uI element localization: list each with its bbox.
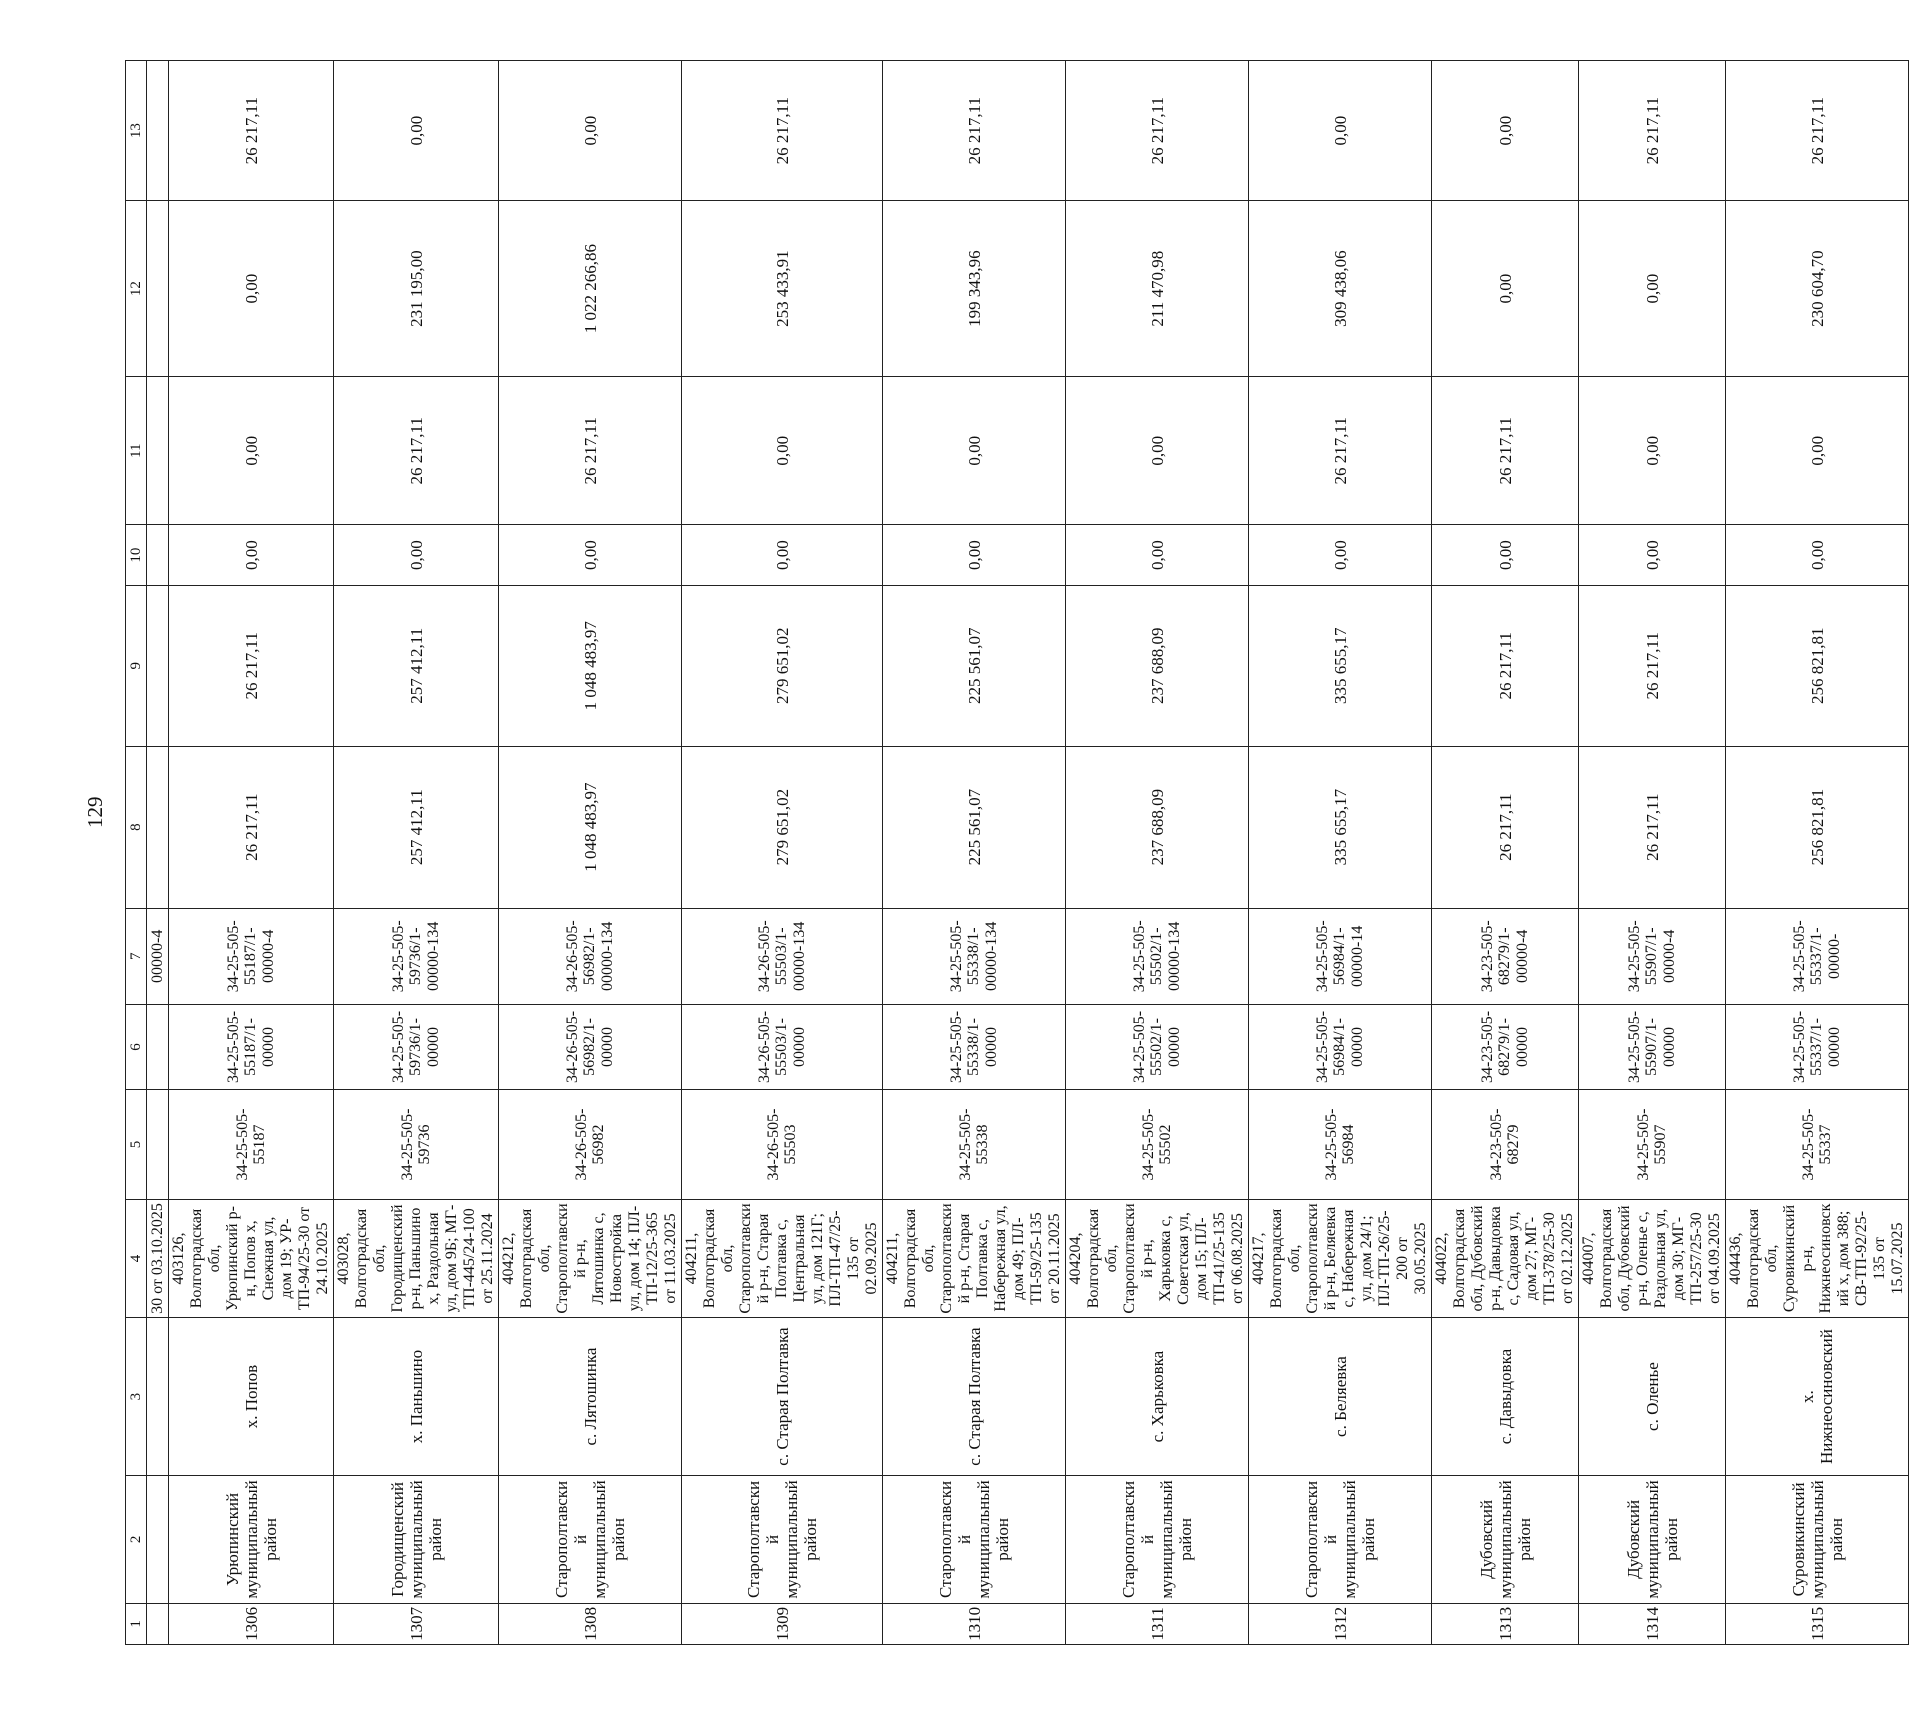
amount-col11-cell: 0,00 <box>682 377 883 525</box>
district-cell: Старополтавский муниципальный район <box>682 1476 883 1604</box>
amount-col9-cell: 225 561,07 <box>883 585 1066 746</box>
object-id-cell: 34-26-505-56982/1-00000 <box>499 1004 682 1089</box>
continuation-cell: 30 от 03.10.2025 <box>147 1199 169 1317</box>
amount-col9-cell: 1 048 483,97 <box>499 585 682 746</box>
continuation-cell <box>147 585 169 746</box>
amount-col12-cell: 199 343,96 <box>883 201 1066 377</box>
continuation-row <box>147 61 169 1645</box>
amount-col12-cell: 253 433,91 <box>682 201 883 377</box>
table-row <box>1579 61 1726 1645</box>
page-number: 129 <box>83 796 107 828</box>
header-cell: 13 <box>126 61 147 201</box>
continuation-cell <box>147 201 169 377</box>
amount-total-cell: 257 412,11 <box>334 746 499 908</box>
amount-total-cell: 237 688,09 <box>1066 746 1249 908</box>
continuation-cell <box>147 1318 169 1476</box>
object-subid-cell: 34-26-505-55503/1-00000-134 <box>682 908 883 1004</box>
object-id-cell: 34-25-505-55338/1-00000 <box>883 1004 1066 1089</box>
amount-col13-cell: 26 217,11 <box>883 61 1066 201</box>
table-row <box>334 61 499 1645</box>
amount-col12-cell: 231 195,00 <box>334 201 499 377</box>
settlement-cell: с. Старая Полтавка <box>883 1318 1066 1476</box>
code-cell: 34-25-505-55907 <box>1579 1090 1726 1200</box>
district-cell: Старополтавский муниципальный район <box>883 1476 1066 1604</box>
amount-col9-cell: 26 217,11 <box>1432 585 1579 746</box>
district-cell: Дубовский муниципальный район <box>1432 1476 1579 1604</box>
amount-col9-cell: 237 688,09 <box>1066 585 1249 746</box>
row-number-cell: 1315 <box>1726 1603 1909 1644</box>
object-id-cell: 34-25-505-55337/1-00000 <box>1726 1004 1909 1089</box>
settlement-cell: х. Нижнеосиновский <box>1726 1318 1909 1476</box>
amount-col10-cell: 0,00 <box>682 525 883 585</box>
header-cell: 11 <box>126 377 147 525</box>
header-cell: 5 <box>126 1090 147 1200</box>
continuation-cell: 00000-4 <box>147 908 169 1004</box>
object-id-cell: 34-25-505-59736/1-00000 <box>334 1004 499 1089</box>
object-subid-cell: 34-23-505-68279/1-00000-4 <box>1432 908 1579 1004</box>
continuation-cell <box>147 1603 169 1644</box>
continuation-cell <box>147 1004 169 1089</box>
continuation-cell <box>147 1476 169 1604</box>
amount-col10-cell: 0,00 <box>1249 525 1432 585</box>
settlement-cell: х. Попов <box>169 1318 334 1476</box>
amount-total-cell: 256 821,81 <box>1726 746 1909 908</box>
settlement-cell: х. Паньшино <box>334 1318 499 1476</box>
header-cell: 1 <box>126 1603 147 1644</box>
row-number-cell: 1310 <box>883 1603 1066 1644</box>
amount-col9-cell: 257 412,11 <box>334 585 499 746</box>
amount-col12-cell: 0,00 <box>1579 201 1726 377</box>
district-cell: Старополтавский муниципальный район <box>1066 1476 1249 1604</box>
amount-col12-cell: 211 470,98 <box>1066 201 1249 377</box>
amount-col11-cell: 26 217,11 <box>334 377 499 525</box>
data-table <box>125 60 1909 1645</box>
table-row <box>1726 61 1909 1645</box>
amount-col13-cell: 26 217,11 <box>169 61 334 201</box>
row-number-cell: 1314 <box>1579 1603 1726 1644</box>
row-number-cell: 1311 <box>1066 1603 1249 1644</box>
row-number-cell: 1313 <box>1432 1603 1579 1644</box>
amount-col13-cell: 26 217,11 <box>1579 61 1726 201</box>
district-cell: Старополтавский муниципальный район <box>499 1476 682 1604</box>
address-contract-cell: 404007, Волгоградская обл, Дубовский р-н, Оленье с, Раздольная ул, дом 30; МГ-ТП-257/25-30 от 04.09.2025 <box>1579 1199 1726 1317</box>
address-contract-cell: 404217, Волгоградская обл, Старополтавский р-н, Беляевка с, Набережная ул, дом 24/1; ПЛ-ТП-26/25-200 от 30.05.2025 <box>1249 1199 1432 1317</box>
header-cell: 6 <box>126 1004 147 1089</box>
settlement-cell: с. Лятошинка <box>499 1318 682 1476</box>
address-contract-cell: 404211, Волгоградская обл, Старополтавский р-н, Старая Полтавка с, Набережная ул, дом 49; ПЛ-ТП-59/25-135 от 20.11.2025 <box>883 1199 1066 1317</box>
continuation-cell <box>147 377 169 525</box>
amount-col9-cell: 279 651,02 <box>682 585 883 746</box>
continuation-cell <box>147 746 169 908</box>
continuation-cell <box>147 525 169 585</box>
amount-col11-cell: 26 217,11 <box>1432 377 1579 525</box>
amount-col9-cell: 26 217,11 <box>169 585 334 746</box>
header-cell: 7 <box>126 908 147 1004</box>
settlement-cell: с. Беляевка <box>1249 1318 1432 1476</box>
amount-col13-cell: 26 217,11 <box>1066 61 1249 201</box>
row-number-cell: 1308 <box>499 1603 682 1644</box>
header-cell: 12 <box>126 201 147 377</box>
amount-col11-cell: 0,00 <box>1726 377 1909 525</box>
object-subid-cell: 34-25-505-55502/1-00000-134 <box>1066 908 1249 1004</box>
code-cell: 34-25-505-56984 <box>1249 1090 1432 1200</box>
amount-col10-cell: 0,00 <box>1579 525 1726 585</box>
amount-col9-cell: 26 217,11 <box>1579 585 1726 746</box>
amount-col11-cell: 0,00 <box>1066 377 1249 525</box>
amount-col11-cell: 26 217,11 <box>1249 377 1432 525</box>
amount-col13-cell: 0,00 <box>1249 61 1432 201</box>
amount-col12-cell: 1 022 266,86 <box>499 201 682 377</box>
row-number-cell: 1307 <box>334 1603 499 1644</box>
amount-total-cell: 335 655,17 <box>1249 746 1432 908</box>
table-row <box>682 61 883 1645</box>
amount-col11-cell: 0,00 <box>1579 377 1726 525</box>
amount-col9-cell: 256 821,81 <box>1726 585 1909 746</box>
amount-total-cell: 26 217,11 <box>169 746 334 908</box>
amount-col13-cell: 0,00 <box>1432 61 1579 201</box>
code-cell: 34-25-505-55338 <box>883 1090 1066 1200</box>
address-contract-cell: 404212, Волгоградская обл, Старополтавский р-н, Лятошинка с, Новостройка ул, дом 14; ПЛ-ТП-12/25-365 от 11.03.2025 <box>499 1199 682 1317</box>
amount-total-cell: 26 217,11 <box>1579 746 1726 908</box>
address-contract-cell: 403028, Волгоградская обл, Городищенский р-н, Паньшино х, Раздольная ул, дом 9Б; МГ-ТП-445/24-100 от 25.11.2024 <box>334 1199 499 1317</box>
district-cell: Дубовский муниципальный район <box>1579 1476 1726 1604</box>
code-cell: 34-25-505-55187 <box>169 1090 334 1200</box>
amount-col10-cell: 0,00 <box>169 525 334 585</box>
amount-col10-cell: 0,00 <box>334 525 499 585</box>
address-contract-cell: 403126, Волгоградская обл, Урюпинский р-н, Попов х, Снежная ул, дом 19; УР-ТП-94/25-30 от 24.10.2025 <box>169 1199 334 1317</box>
amount-col10-cell: 0,00 <box>1726 525 1909 585</box>
object-id-cell: 34-25-505-55502/1-00000 <box>1066 1004 1249 1089</box>
header-cell: 2 <box>126 1476 147 1604</box>
district-cell: Урюпинский муниципальный район <box>169 1476 334 1604</box>
object-id-cell: 34-25-505-55907/1-00000 <box>1579 1004 1726 1089</box>
object-subid-cell: 34-25-505-55337/1-00000- <box>1726 908 1909 1004</box>
amount-col13-cell: 26 217,11 <box>682 61 883 201</box>
amount-col10-cell: 0,00 <box>883 525 1066 585</box>
object-subid-cell: 34-26-505-56982/1-00000-134 <box>499 908 682 1004</box>
code-cell: 34-23-505-68279 <box>1432 1090 1579 1200</box>
row-number-cell: 1306 <box>169 1603 334 1644</box>
header-cell: 3 <box>126 1318 147 1476</box>
district-cell: Суровикинский муниципальный район <box>1726 1476 1909 1604</box>
amount-col10-cell: 0,00 <box>1432 525 1579 585</box>
object-subid-cell: 34-25-505-56984/1-00000-14 <box>1249 908 1432 1004</box>
header-cell: 4 <box>126 1199 147 1317</box>
address-contract-cell: 404211, Волгоградская обл, Старополтавский р-н, Старая Полтавка с, Центральная ул, дом 121Г; ПЛ-ТП-47/25-135 от 02.09.2025 <box>682 1199 883 1317</box>
amount-col12-cell: 0,00 <box>1432 201 1579 377</box>
header-cell: 8 <box>126 746 147 908</box>
amount-col10-cell: 0,00 <box>499 525 682 585</box>
amount-col12-cell: 230 604,70 <box>1726 201 1909 377</box>
row-number-cell: 1309 <box>682 1603 883 1644</box>
table-row <box>499 61 682 1645</box>
table-row <box>1066 61 1249 1645</box>
object-subid-cell: 34-25-505-55338/1-00000-134 <box>883 908 1066 1004</box>
amount-total-cell: 1 048 483,97 <box>499 746 682 908</box>
code-cell: 34-25-505-55502 <box>1066 1090 1249 1200</box>
object-id-cell: 34-26-505-55503/1-00000 <box>682 1004 883 1089</box>
table-row <box>1249 61 1432 1645</box>
amount-col9-cell: 335 655,17 <box>1249 585 1432 746</box>
amount-total-cell: 279 651,02 <box>682 746 883 908</box>
object-subid-cell: 34-25-505-55187/1-00000-4 <box>169 908 334 1004</box>
code-cell: 34-25-505-59736 <box>334 1090 499 1200</box>
amount-col12-cell: 0,00 <box>169 201 334 377</box>
settlement-cell: с. Харьковка <box>1066 1318 1249 1476</box>
table-row <box>169 61 334 1645</box>
amount-col13-cell: 0,00 <box>334 61 499 201</box>
code-cell: 34-26-505-55503 <box>682 1090 883 1200</box>
data-table-rotated <box>125 60 1906 1645</box>
district-cell: Старополтавский муниципальный район <box>1249 1476 1432 1604</box>
address-contract-cell: 404436, Волгоградская обл, Суровикинский р-н, Нижнеосиновский х, дом 388; СВ-ТП-92/25-135 от 15.07.2025 <box>1726 1199 1909 1317</box>
amount-total-cell: 225 561,07 <box>883 746 1066 908</box>
table-row <box>883 61 1066 1645</box>
object-id-cell: 34-25-505-56984/1-00000 <box>1249 1004 1432 1089</box>
object-id-cell: 34-25-505-55187/1-00000 <box>169 1004 334 1089</box>
address-contract-cell: 404204, Волгоградская обл, Старополтавский р-н, Харьковка с, Советская ул, дом 15; ПЛ-ТП-41/25-135 от 06.08.2025 <box>1066 1199 1249 1317</box>
settlement-cell: с. Давыдовка <box>1432 1318 1579 1476</box>
header-row <box>126 61 147 1645</box>
object-subid-cell: 34-25-505-55907/1-00000-4 <box>1579 908 1726 1004</box>
code-cell: 34-25-505-55337 <box>1726 1090 1909 1200</box>
settlement-cell: с. Оленье <box>1579 1318 1726 1476</box>
table-row <box>1432 61 1579 1645</box>
header-cell: 9 <box>126 585 147 746</box>
amount-col12-cell: 309 438,06 <box>1249 201 1432 377</box>
district-cell: Городищенский муниципальный район <box>334 1476 499 1604</box>
amount-col10-cell: 0,00 <box>1066 525 1249 585</box>
object-subid-cell: 34-25-505-59736/1-00000-134 <box>334 908 499 1004</box>
amount-col11-cell: 0,00 <box>169 377 334 525</box>
row-number-cell: 1312 <box>1249 1603 1432 1644</box>
header-cell: 10 <box>126 525 147 585</box>
amount-col13-cell: 0,00 <box>499 61 682 201</box>
amount-total-cell: 26 217,11 <box>1432 746 1579 908</box>
amount-col13-cell: 26 217,11 <box>1726 61 1909 201</box>
settlement-cell: с. Старая Полтавка <box>682 1318 883 1476</box>
amount-col11-cell: 26 217,11 <box>499 377 682 525</box>
continuation-cell <box>147 61 169 201</box>
code-cell: 34-26-505-56982 <box>499 1090 682 1200</box>
continuation-cell <box>147 1090 169 1200</box>
amount-col11-cell: 0,00 <box>883 377 1066 525</box>
object-id-cell: 34-23-505-68279/1-00000 <box>1432 1004 1579 1089</box>
address-contract-cell: 404022, Волгоградская обл, Дубовский р-н, Давыдовка с, Садовая ул, дом 27; МГ-ТП-378/25-30 от 02.12.2025 <box>1432 1199 1579 1317</box>
